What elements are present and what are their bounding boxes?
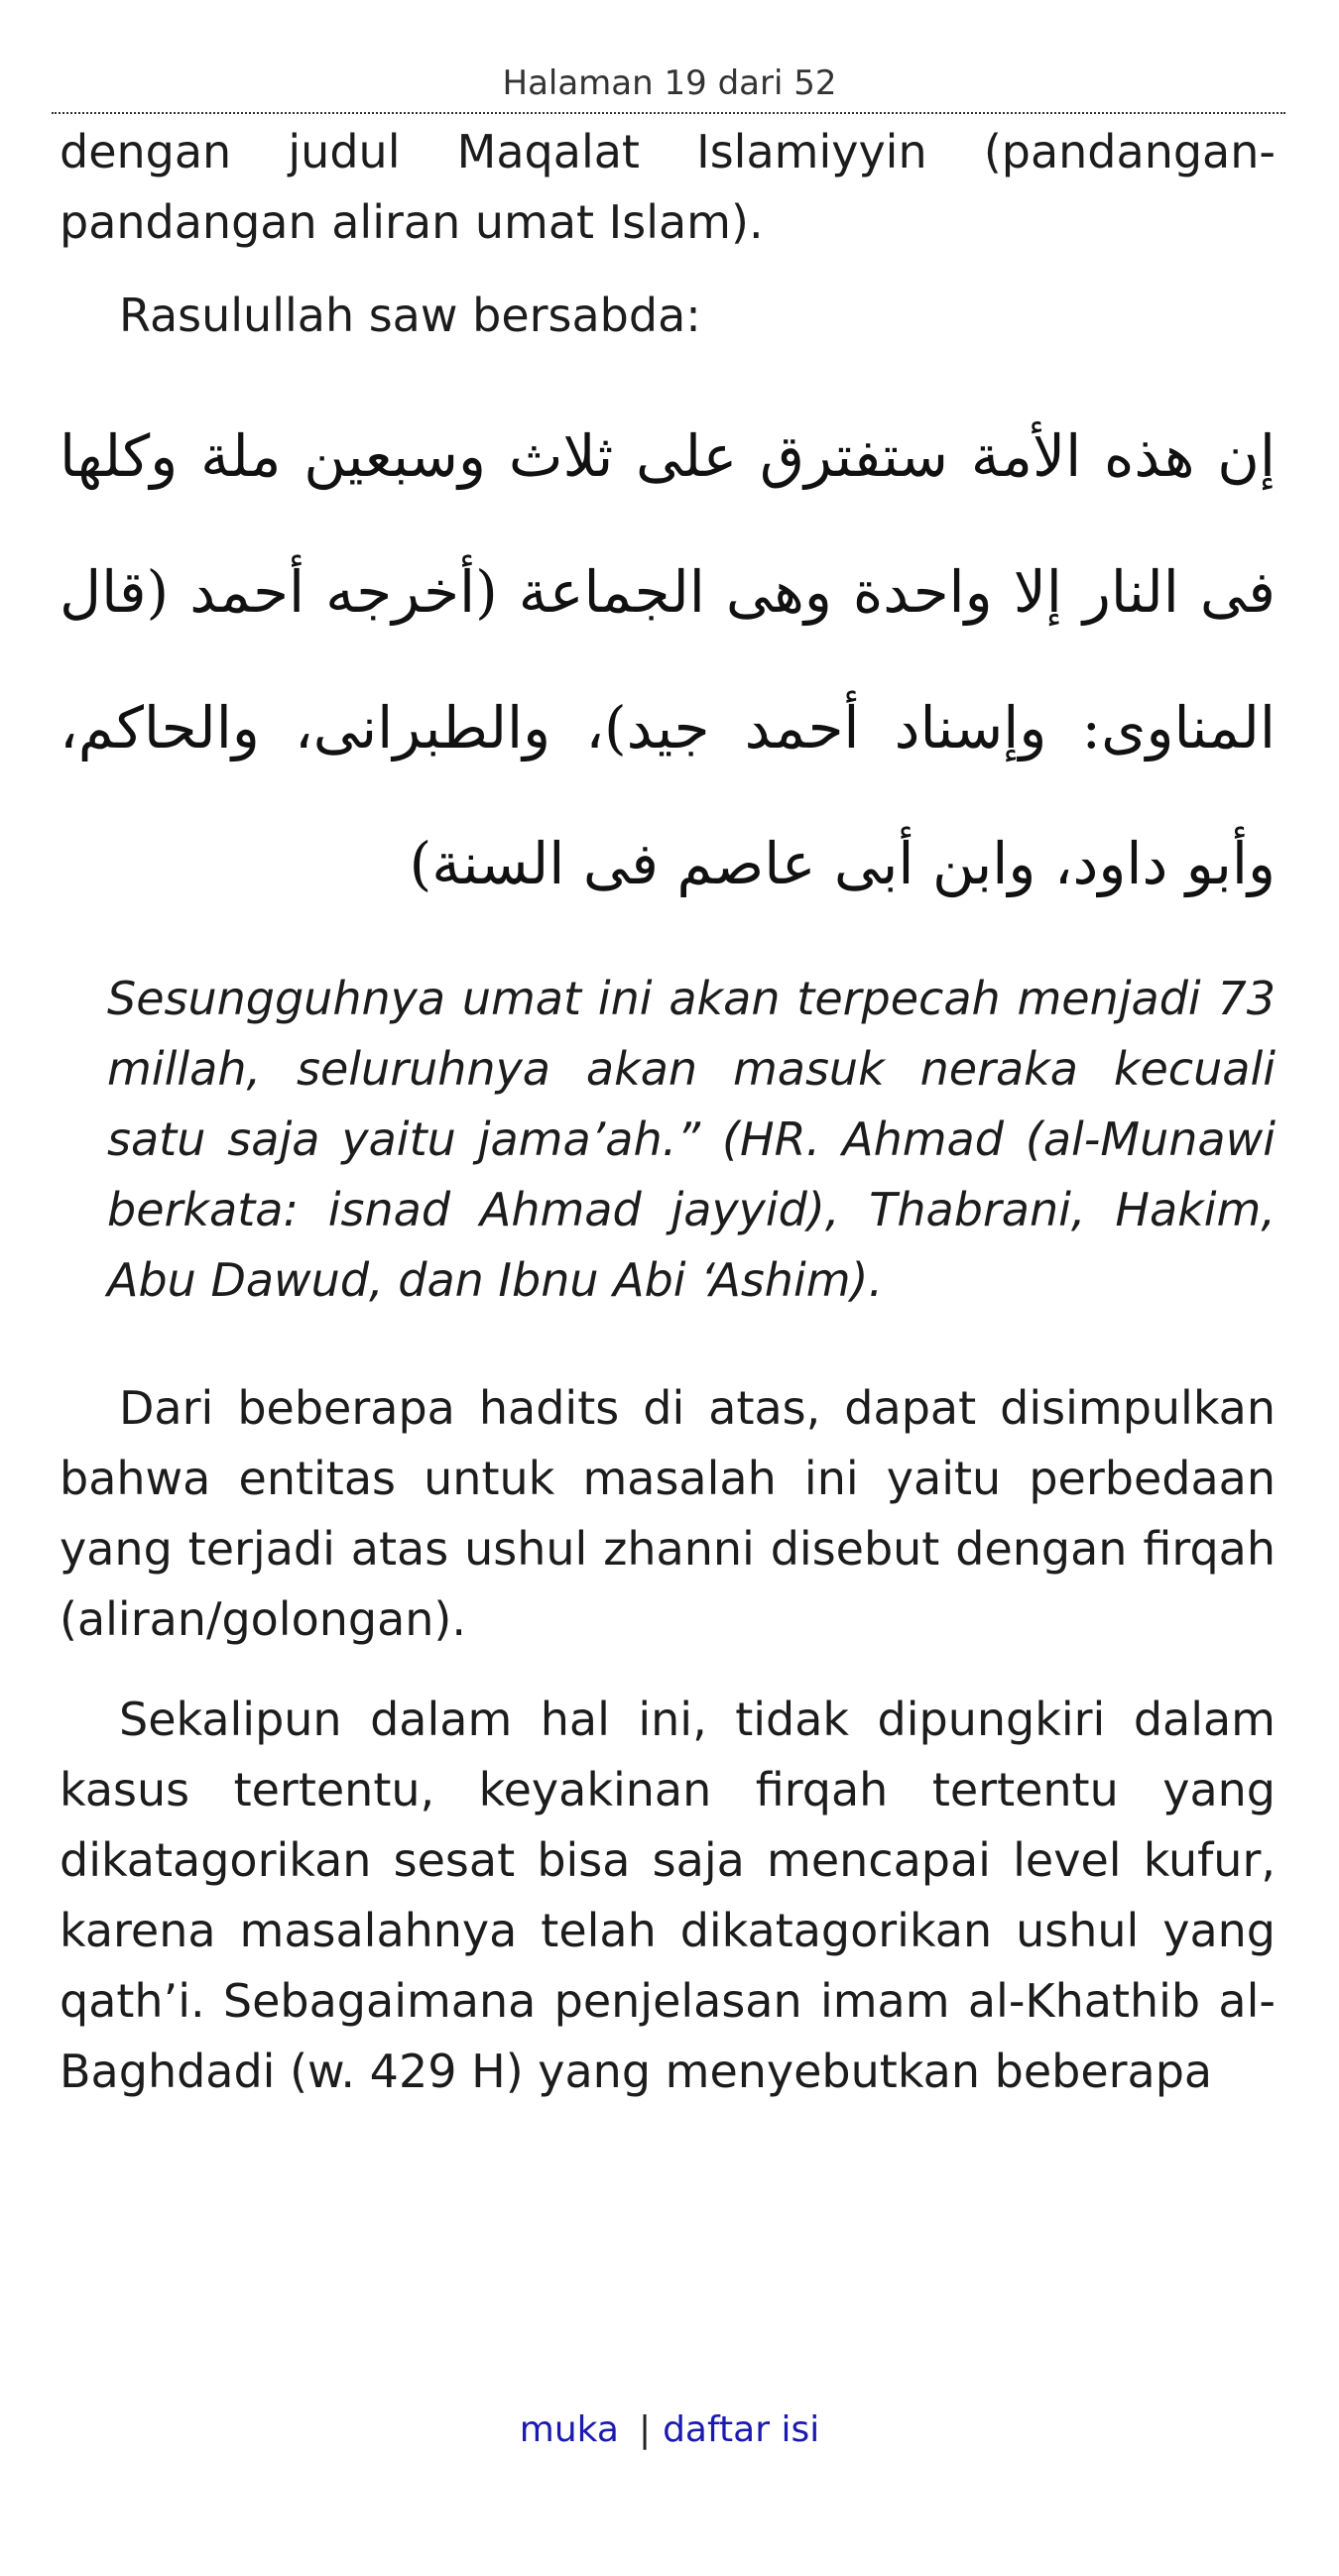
- paragraph-kufur: Sekalipun dalam hal ini, tidak dipungkiri dalam kasus tertentu, keyakinan firqah tertentu yang dikatagorikan sesat bisa saja mencapai level kufur, karena masalahnya telah dikatagorikan ushul yang qath’i. Sebagaimana penjelasan imam al-Khathib al-Baghdadi (w. 429 H) yang menyebutkan beberapa: [60, 1693, 1276, 2098]
- table-of-contents-link[interactable]: daftar isi: [663, 2409, 820, 2450]
- header-divider: [52, 112, 1285, 114]
- footer-nav: [0, 2404, 1339, 2456]
- arabic-hadith-text: إن هذه الأمة ستفترق على ثلاث وسبعين ملة وكلها فى النار إلا واحدة وهى الجماعة (أخرجه أحمد (قال المناوى: وإسناد أحمد جيد)، والطبرانى، والحاكم، وأبو داود، وابن أبى عاصم فى السنة): [60, 422, 1276, 897]
- page-content: [60, 117, 1276, 2107]
- footer-separator: |: [638, 2409, 652, 2450]
- page-indicator: Halaman 19 dari 52: [502, 63, 837, 103]
- paragraph-conclusion: Dari beberapa hadits di atas, dapat disimpulkan bahwa entitas untuk masalah ini yaitu perbedaan yang terjadi atas ushul zhanni disebut dengan firqah (aliran/golongan).: [60, 1381, 1276, 1646]
- hadith-translation: Sesungguhnya umat ini akan terpecah menjadi 73 millah, seluruhnya akan masuk neraka kecuali satu saja yaitu jama’ah.” (HR. Ahmad (al-Munawi berkata: isnad Ahmad jayyid), Thabrani, Hakim, Abu Dawud, dan Ibnu Abi ‘Ashim).: [107, 972, 1276, 1307]
- hadith-intro: Rasulullah saw bersabda:: [119, 289, 701, 342]
- cover-link[interactable]: muka: [519, 2409, 619, 2450]
- paragraph-continuation: dengan judul Maqalat Islamiyyin (pandangan-pandangan aliran umat Islam).: [60, 125, 1276, 249]
